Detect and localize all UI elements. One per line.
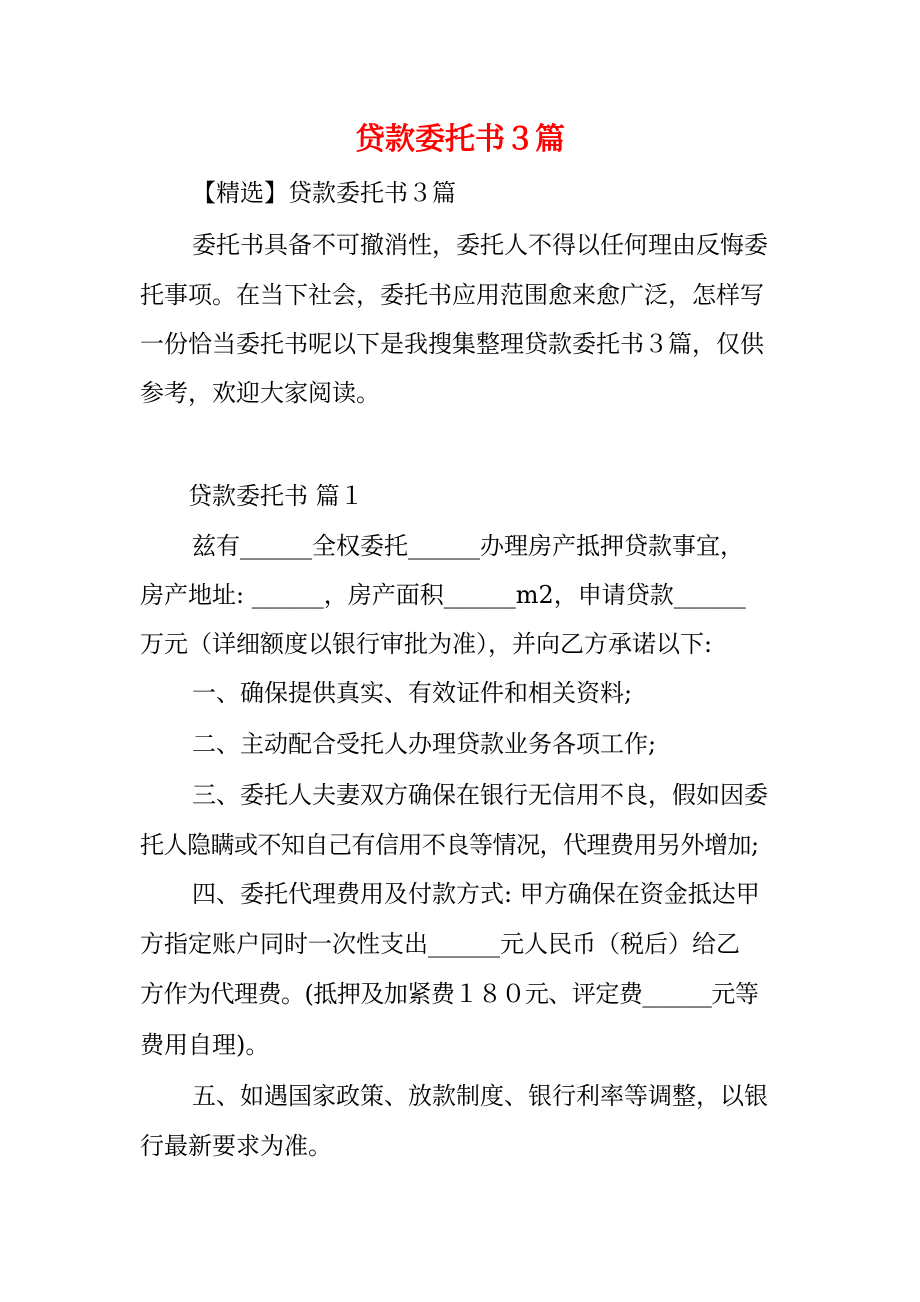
intro-line-2: 托事项。在当下社会，委托书应用范围愈来愈广泛，怎样写 [140,281,764,309]
body-line-7: 托人隐瞒或不知自己有信用不良等情况，代理费用另外增加; [140,831,759,859]
body-line-5: 二、主动配合受托人办理贷款业务各项工作; [192,730,657,758]
body-line-4: 一、确保提供真实、有效证件和相关资料; [192,679,633,707]
document-subtitle: 【精选】贷款委托书３篇 [192,179,456,207]
body-line-11: 费用自理)。 [140,1031,270,1059]
body-line-9: 方指定账户同时一次性支出______元人民币（税后）给乙 [140,930,740,958]
body-line-1: 兹有______全权委托______办理房产抵押贷款事宜， [192,532,744,560]
body-line-12: 五、如遇国家政策、放款制度、银行利率等调整，以银 [192,1082,768,1110]
section1-heading: 贷款委托书 篇１ [188,482,364,510]
body-line-2: 房产地址: ______，房产面积______m2，申请贷款______ [140,581,746,609]
intro-line-1: 委托书具备不可撤消性，委托人不得以任何理由反悔委 [192,231,768,259]
intro-line-3: 一份恰当委托书呢以下是我搜集整理贷款委托书３篇，仅供 [140,330,764,358]
body-line-10: 方作为代理费。(抵押及加紧费１８０元、评定费______元等 [140,980,759,1008]
body-line-13: 行最新要求为准。 [140,1132,332,1160]
intro-line-4: 参考，欢迎大家阅读。 [140,379,380,407]
body-line-6: 三、委托人夫妻双方确保在银行无信用不良，假如因委 [192,781,768,809]
body-line-3: 万元（详细额度以银行审批为准），并向乙方承诺以下: [140,630,713,658]
document-title: 贷款委托书３篇 [355,122,565,157]
body-line-8: 四、委托代理费用及付款方式: 甲方确保在资金抵达甲 [192,880,760,908]
